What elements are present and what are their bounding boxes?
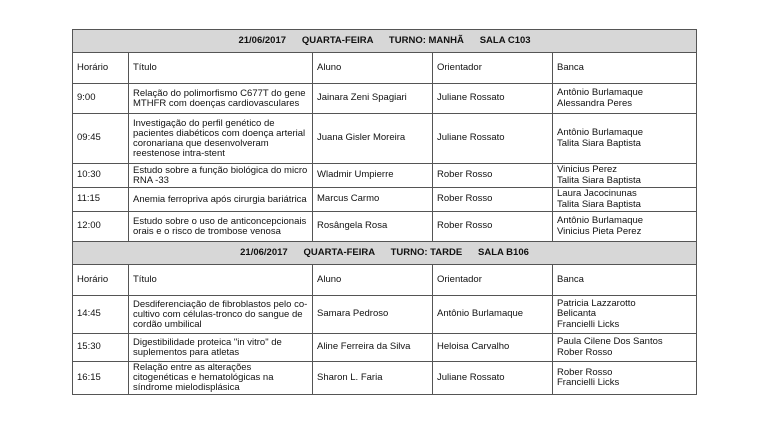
cell-banca <box>553 84 697 114</box>
banca-member: Talita Siara Baptista <box>557 198 641 210</box>
cell-banca <box>553 334 697 362</box>
table-row <box>73 188 697 212</box>
cell-aluno: Aline Ferreira da Silva <box>313 334 433 362</box>
banca-member: Rober Rosso <box>557 346 613 358</box>
banca-member: Paula Cilene Dos Santos <box>557 336 663 347</box>
column-header-orientador: Orientador <box>433 53 553 84</box>
cell-horario: 9:00 <box>73 84 129 114</box>
cell-banca <box>553 296 697 334</box>
cell-titulo: Digestibilidade proteica "in vitro" de suplementos para atletas <box>129 334 313 362</box>
session-header-row <box>73 30 697 53</box>
cell-orientador: Juliane Rossato <box>433 84 553 114</box>
cell-orientador: Juliane Rossato <box>433 362 553 395</box>
cell-banca <box>553 188 697 212</box>
cell-aluno: Jainara Zeni Spagiari <box>313 84 433 114</box>
cell-titulo: Relação entre as alterações citogenéticas e hematológicas na síndrome mielodisplásica <box>129 362 313 395</box>
cell-banca <box>553 114 697 164</box>
cell-banca <box>553 212 697 242</box>
banca-member: Antônio Burlamaque <box>557 87 644 98</box>
cell-orientador: Antônio Burlamaque <box>433 296 553 334</box>
table-row <box>73 334 697 362</box>
session-header: 21/06/2017 QUARTA-FEIRA TURNO: TARDE SALA B106 <box>73 242 697 265</box>
column-header-titulo: Título <box>129 265 313 296</box>
column-header-orientador: Orientador <box>433 265 553 296</box>
cell-aluno: Rosângela Rosa <box>313 212 433 242</box>
cell-orientador: Rober Rosso <box>433 164 553 188</box>
banca-member: Patricia Lazzarotto <box>557 297 636 309</box>
cell-horario: 16:15 <box>73 362 129 395</box>
cell-aluno: Samara Pedroso <box>313 296 433 334</box>
cell-orientador: Rober Rosso <box>433 188 553 212</box>
column-header-banca: Banca <box>553 53 697 84</box>
cell-horario: 09:45 <box>73 114 129 164</box>
cell-aluno: Wladmir Umpierre <box>313 164 433 188</box>
table-row <box>73 84 697 114</box>
cell-titulo: Relação do polimorfismo C677T do gene MTHFR com doenças cardiovasculares <box>129 84 313 114</box>
column-header-aluno: Aluno <box>313 53 433 84</box>
banca-member: Vinicius Pieta Perez <box>557 225 642 237</box>
cell-aluno: Sharon L. Faria <box>313 362 433 395</box>
cell-titulo: Investigação do perfil genético de pacientes diabéticos com doença arterial coronariana que desenvolveram reestenose intra-stent <box>129 114 313 164</box>
banca-member: Vinicius Perez <box>557 164 618 175</box>
cell-orientador: Juliane Rossato <box>433 114 553 164</box>
cell-orientador: Rober Rosso <box>433 212 553 242</box>
column-header-row <box>73 53 697 84</box>
cell-banca <box>553 362 697 395</box>
table-row <box>73 362 697 395</box>
schedule-table <box>72 29 697 395</box>
column-header-horario: Horário <box>73 265 129 296</box>
cell-horario: 14:45 <box>73 296 129 334</box>
cell-horario: 10:30 <box>73 164 129 188</box>
cell-horario: 15:30 <box>73 334 129 362</box>
cell-banca <box>553 164 697 188</box>
session-header: 21/06/2017 QUARTA-FEIRA TURNO: MANHÃ SALA C103 <box>73 30 697 53</box>
banca-member: Antônio Burlamaque <box>557 215 644 226</box>
cell-titulo: Estudo sobre a função biológica do micro RNA -33 <box>129 164 313 188</box>
cell-horario: 11:15 <box>73 188 129 212</box>
banca-member: Francielli Licks <box>557 318 620 330</box>
banca-member: Antônio Burlamaque <box>557 127 644 138</box>
cell-aluno: Marcus Carmo <box>313 188 433 212</box>
banca-member: Laura Jacocinunas <box>557 188 637 199</box>
column-header-aluno: Aluno <box>313 265 433 296</box>
session-header-row <box>73 242 697 265</box>
banca-member: Alessandra Peres <box>557 97 632 109</box>
banca-member: Talita Siara Baptista <box>557 137 641 149</box>
cell-titulo: Desdiferenciação de fibroblastos pelo co-cultivo com células-tronco do sangue de cordão umbilical <box>129 296 313 334</box>
cell-titulo: Estudo sobre o uso de anticoncepcionais orais e o risco de trombose venosa <box>129 212 313 242</box>
column-header-banca: Banca <box>553 265 697 296</box>
table-row <box>73 296 697 334</box>
cell-orientador: Heloisa Carvalho <box>433 334 553 362</box>
banca-member: Talita Siara Baptista <box>557 174 641 186</box>
banca-member: Belicanta <box>557 308 597 320</box>
banca-member: Francielli Licks <box>557 377 620 388</box>
column-header-horario: Horário <box>73 53 129 84</box>
table-row <box>73 114 697 164</box>
banca-member: Rober Rosso <box>557 366 613 378</box>
column-header-row <box>73 265 697 296</box>
cell-aluno: Juana Gisler Moreira <box>313 114 433 164</box>
table-row <box>73 164 697 188</box>
cell-titulo: Anemia ferropriva após cirurgia bariátrica <box>129 188 313 212</box>
column-header-titulo: Título <box>129 53 313 84</box>
cell-horario: 12:00 <box>73 212 129 242</box>
table-row <box>73 212 697 242</box>
